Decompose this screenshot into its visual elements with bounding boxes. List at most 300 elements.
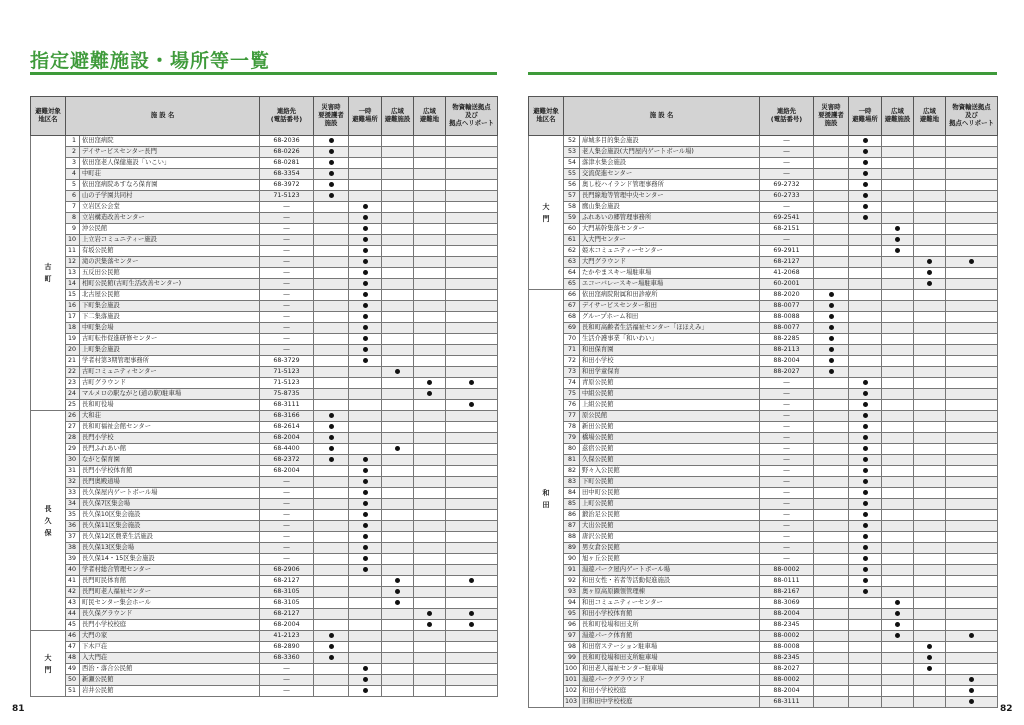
table-row (31, 521, 498, 532)
header-name: 施 設 名 (564, 97, 760, 136)
widearea-cell (914, 290, 946, 301)
table-row (31, 598, 498, 609)
table-row (31, 301, 498, 312)
header-area: 避難対象 地区名 (529, 97, 564, 136)
facility-name: 奥し校ハイランド管理事務所 (580, 180, 760, 191)
supply-cell (446, 246, 498, 257)
filled-dot-icon (969, 677, 974, 682)
header-temp: 一時 避難場所 (349, 97, 382, 136)
phone-number: 88-2027 (760, 664, 814, 675)
table-row (529, 543, 998, 554)
row-number: 65 (564, 279, 580, 290)
table-row (529, 697, 998, 708)
phone-number: ― (260, 301, 314, 312)
wide-cell (882, 180, 914, 191)
phone-number: ― (760, 378, 814, 389)
filled-dot-icon (329, 424, 334, 429)
wide-cell (882, 235, 914, 246)
facility-name: 立岩区公会堂 (80, 202, 260, 213)
phone-number: 88-2345 (760, 620, 814, 631)
wide-cell (382, 620, 414, 631)
facility-name: 橋場公民館 (580, 433, 760, 444)
widearea-cell (914, 587, 946, 598)
phone-number: 88-2020 (760, 290, 814, 301)
facility-name: 湯遊パーク屋内ゲートボール場 (580, 565, 760, 576)
filled-dot-icon (363, 270, 368, 275)
supply-cell (946, 411, 998, 422)
supply-cell (446, 268, 498, 279)
row-number: 91 (564, 565, 580, 576)
widearea-cell (914, 246, 946, 257)
temp-cell (349, 180, 382, 191)
row-number: 99 (564, 653, 580, 664)
filled-dot-icon (427, 622, 432, 627)
row-number: 74 (564, 378, 580, 389)
wide-cell (882, 290, 914, 301)
widearea-cell (914, 180, 946, 191)
temp-cell (849, 422, 882, 433)
table-row (31, 686, 498, 697)
filled-dot-icon (395, 589, 400, 594)
widearea-cell (914, 642, 946, 653)
facility-name: 野々入公民館 (580, 466, 760, 477)
temp-cell (849, 631, 882, 642)
filled-dot-icon (363, 567, 368, 572)
table-row (529, 444, 998, 455)
supply-cell (946, 323, 998, 334)
table-row (529, 664, 998, 675)
phone-number: 68-3105 (260, 587, 314, 598)
area-name: 長 久 保 (31, 411, 66, 631)
filled-dot-icon (427, 391, 432, 396)
supply-cell (946, 510, 998, 521)
temp-cell (849, 191, 882, 202)
facility-name: 学者村総合管理センター (80, 565, 260, 576)
disaster-cell (814, 477, 849, 488)
temp-cell (849, 356, 882, 367)
supply-cell (446, 301, 498, 312)
widearea-cell (414, 455, 446, 466)
phone-number: ― (260, 686, 314, 697)
disaster-cell (314, 345, 349, 356)
filled-dot-icon (363, 534, 368, 539)
filled-dot-icon (863, 171, 868, 176)
widearea-cell (414, 147, 446, 158)
facility-table-right (528, 96, 998, 708)
table-row (31, 235, 498, 246)
temp-cell (849, 609, 882, 620)
wide-cell (882, 653, 914, 664)
wide-cell (382, 565, 414, 576)
temp-cell (849, 466, 882, 477)
wide-cell (382, 422, 414, 433)
row-number: 55 (564, 169, 580, 180)
widearea-cell (914, 334, 946, 345)
table-row (31, 290, 498, 301)
widearea-cell (414, 158, 446, 169)
disaster-cell (814, 345, 849, 356)
row-number: 77 (564, 411, 580, 422)
phone-number: ― (260, 246, 314, 257)
facility-name: 上立岩コミュニティー施設 (80, 235, 260, 246)
temp-cell (349, 323, 382, 334)
widearea-cell (914, 411, 946, 422)
widearea-cell (414, 532, 446, 543)
disaster-cell (814, 598, 849, 609)
facility-name: 依田窪病院あすなろ保育園 (80, 180, 260, 191)
temp-cell (849, 554, 882, 565)
filled-dot-icon (863, 413, 868, 418)
facility-name: 和田小学校校庭 (580, 686, 760, 697)
supply-cell (446, 510, 498, 521)
temp-cell (849, 180, 882, 191)
widearea-cell (414, 235, 446, 246)
filled-dot-icon (329, 446, 334, 451)
wide-cell (882, 609, 914, 620)
supply-cell (446, 312, 498, 323)
facility-name: 下町集会施設 (80, 301, 260, 312)
widearea-cell (414, 213, 446, 224)
facility-name: 田中町公民館 (580, 488, 760, 499)
widearea-cell (414, 565, 446, 576)
wide-cell (882, 378, 914, 389)
facility-name: 依田窪病院 (80, 136, 260, 147)
phone-number: ― (260, 543, 314, 554)
wide-cell (882, 499, 914, 510)
filled-dot-icon (863, 501, 868, 506)
facility-name: 老人集会施設(大門屋内ゲートボール場) (580, 147, 760, 158)
temp-cell (849, 224, 882, 235)
table-row (31, 389, 498, 400)
supply-cell (946, 609, 998, 620)
row-number: 39 (66, 554, 80, 565)
temp-cell (849, 400, 882, 411)
disaster-cell (814, 169, 849, 180)
disaster-cell (314, 598, 349, 609)
header-row (31, 97, 498, 136)
widearea-cell (414, 488, 446, 499)
phone-number: 69-2732 (760, 180, 814, 191)
temp-cell (349, 675, 382, 686)
phone-number: ― (760, 510, 814, 521)
disaster-cell (814, 653, 849, 664)
disaster-cell (814, 301, 849, 312)
temp-cell (849, 257, 882, 268)
area-name: 古 町 (31, 136, 66, 411)
filled-dot-icon (863, 578, 868, 583)
disaster-cell (814, 334, 849, 345)
widearea-cell (414, 400, 446, 411)
disaster-cell (314, 576, 349, 587)
temp-cell (349, 400, 382, 411)
temp-cell (349, 653, 382, 664)
temp-cell (849, 158, 882, 169)
table-row (529, 202, 998, 213)
facility-name: 下町公民館 (580, 477, 760, 488)
row-number: 101 (564, 675, 580, 686)
header-supply: 物資輸送拠点 及び 拠点ヘリポート (946, 97, 998, 136)
phone-number: ― (260, 675, 314, 686)
widearea-cell (914, 235, 946, 246)
filled-dot-icon (863, 204, 868, 209)
table-row (31, 158, 498, 169)
filled-dot-icon (469, 622, 474, 627)
filled-dot-icon (927, 655, 932, 660)
phone-number: 88-0088 (760, 312, 814, 323)
facility-name: 中町集会場 (80, 323, 260, 334)
widearea-cell (414, 257, 446, 268)
wide-cell (382, 455, 414, 466)
wide-cell (382, 609, 414, 620)
phone-number: ― (260, 554, 314, 565)
temp-cell (349, 642, 382, 653)
phone-number: ― (760, 389, 814, 400)
wide-cell (382, 433, 414, 444)
temp-cell (849, 642, 882, 653)
supply-cell (946, 587, 998, 598)
wide-cell (882, 158, 914, 169)
supply-cell (446, 191, 498, 202)
supply-cell (446, 488, 498, 499)
row-number: 33 (66, 488, 80, 499)
table-row (31, 455, 498, 466)
table-row (529, 631, 998, 642)
row-number: 73 (564, 367, 580, 378)
phone-number: ― (760, 455, 814, 466)
filled-dot-icon (829, 358, 834, 363)
facility-name: デイサービスセンター長門 (80, 147, 260, 158)
widearea-cell (914, 136, 946, 147)
table-row (31, 136, 498, 147)
supply-cell (446, 675, 498, 686)
disaster-cell (814, 367, 849, 378)
wide-cell (382, 191, 414, 202)
phone-number: 71-5123 (260, 378, 314, 389)
phone-number: ― (760, 499, 814, 510)
facility-name: 五反田公民館 (80, 268, 260, 279)
table-row (31, 202, 498, 213)
table-row (31, 169, 498, 180)
supply-cell (446, 521, 498, 532)
phone-number: 88-2113 (760, 345, 814, 356)
wide-cell (882, 565, 914, 576)
table-row (31, 279, 498, 290)
disaster-cell (814, 246, 849, 257)
row-number: 58 (564, 202, 580, 213)
supply-cell (946, 257, 998, 268)
row-number: 1 (66, 136, 80, 147)
filled-dot-icon (329, 655, 334, 660)
facility-name: 長門線地等管理中央センター (580, 191, 760, 202)
widearea-cell (914, 543, 946, 554)
table-row (529, 675, 998, 686)
phone-number: ― (760, 444, 814, 455)
table-row (529, 246, 998, 257)
table-row (31, 422, 498, 433)
phone-number: ― (260, 334, 314, 345)
wide-cell (882, 400, 914, 411)
row-number: 60 (564, 224, 580, 235)
row-number: 75 (564, 389, 580, 400)
table-row (31, 312, 498, 323)
table-row (31, 664, 498, 675)
widearea-cell (914, 400, 946, 411)
wide-cell (882, 279, 914, 290)
filled-dot-icon (363, 512, 368, 517)
disaster-cell (314, 565, 349, 576)
supply-cell (446, 598, 498, 609)
widearea-cell (414, 675, 446, 686)
row-number: 38 (66, 543, 80, 554)
filled-dot-icon (395, 446, 400, 451)
supply-cell (446, 257, 498, 268)
facility-name: 生活介護事業「和いわい」 (580, 334, 760, 345)
disaster-cell (314, 279, 349, 290)
filled-dot-icon (895, 248, 900, 253)
wide-cell (882, 433, 914, 444)
disaster-cell (814, 642, 849, 653)
phone-number: 88-0002 (760, 565, 814, 576)
row-number: 59 (564, 213, 580, 224)
wide-cell (382, 268, 414, 279)
filled-dot-icon (895, 237, 900, 242)
temp-cell (849, 246, 882, 257)
facility-name: 依田窪老人保健施設「いこい」 (80, 158, 260, 169)
row-number: 4 (66, 169, 80, 180)
facility-name: 鍛治足公民館 (580, 510, 760, 521)
row-number: 89 (564, 543, 580, 554)
temp-cell (349, 433, 382, 444)
widearea-cell (414, 576, 446, 587)
widearea-cell (414, 664, 446, 675)
wide-cell (882, 356, 914, 367)
header-supply: 物資輸送拠点 及び 拠点ヘリポート (446, 97, 498, 136)
facility-name: 西治・落合公民館 (80, 664, 260, 675)
supply-cell (446, 576, 498, 587)
widearea-cell (914, 653, 946, 664)
facility-name: 長久保14・15区集会施設 (80, 554, 260, 565)
row-number: 36 (66, 521, 80, 532)
widearea-cell (914, 444, 946, 455)
facility-name: 上組公民館 (580, 400, 760, 411)
table-row (31, 576, 498, 587)
temp-cell (849, 543, 882, 554)
facility-name: 古町グラウンド (80, 378, 260, 389)
filled-dot-icon (469, 578, 474, 583)
row-number: 2 (66, 147, 80, 158)
supply-cell (946, 301, 998, 312)
filled-dot-icon (863, 149, 868, 154)
phone-number: 68-3111 (760, 697, 814, 708)
filled-dot-icon (363, 303, 368, 308)
supply-cell (446, 620, 498, 631)
wide-cell (882, 367, 914, 378)
filled-dot-icon (363, 523, 368, 528)
supply-cell (946, 499, 998, 510)
temp-cell (849, 202, 882, 213)
facility-name: 落津水集会施設 (580, 158, 760, 169)
table-row (31, 631, 498, 642)
wide-cell (882, 466, 914, 477)
widearea-cell (914, 631, 946, 642)
table-row (529, 488, 998, 499)
disaster-cell (314, 510, 349, 521)
supply-cell (946, 312, 998, 323)
disaster-cell (314, 444, 349, 455)
phone-number: ― (260, 345, 314, 356)
wide-cell (882, 169, 914, 180)
facility-name: 依田窪病院附属和田診療所 (580, 290, 760, 301)
table-row (31, 147, 498, 158)
temp-cell (349, 136, 382, 147)
filled-dot-icon (895, 622, 900, 627)
row-number: 27 (66, 422, 80, 433)
wide-cell (882, 620, 914, 631)
phone-number: 68-0281 (260, 158, 314, 169)
temp-cell (849, 279, 882, 290)
wide-cell (382, 499, 414, 510)
phone-number: ― (260, 510, 314, 521)
phone-number: 88-2285 (760, 334, 814, 345)
wide-cell (382, 345, 414, 356)
phone-number: ― (260, 235, 314, 246)
disaster-cell (314, 631, 349, 642)
temp-cell (349, 554, 382, 565)
facility-name: 扉城多目的集会施設 (580, 136, 760, 147)
temp-cell (349, 279, 382, 290)
supply-cell (446, 554, 498, 565)
filled-dot-icon (863, 534, 868, 539)
disaster-cell (314, 686, 349, 697)
wide-cell (882, 202, 914, 213)
header-row (529, 97, 998, 136)
filled-dot-icon (863, 479, 868, 484)
table-row (529, 334, 998, 345)
temp-cell (849, 169, 882, 180)
supply-cell (946, 488, 998, 499)
phone-number: 88-3069 (760, 598, 814, 609)
table-row (529, 686, 998, 697)
widearea-cell (914, 279, 946, 290)
row-number: 47 (66, 642, 80, 653)
wide-cell (382, 554, 414, 565)
filled-dot-icon (363, 281, 368, 286)
temp-cell (349, 576, 382, 587)
phone-number: ― (760, 202, 814, 213)
wide-cell (382, 521, 414, 532)
supply-cell (446, 587, 498, 598)
temp-cell (849, 510, 882, 521)
wide-cell (382, 587, 414, 598)
filled-dot-icon (363, 226, 368, 231)
phone-number: 60-2001 (760, 279, 814, 290)
disaster-cell (314, 268, 349, 279)
table-row (31, 587, 498, 598)
widearea-cell (914, 664, 946, 675)
widearea-cell (914, 268, 946, 279)
disaster-cell (814, 191, 849, 202)
facility-name: 中町荘 (80, 169, 260, 180)
facility-name: ふれあいの郷管理事務所 (580, 213, 760, 224)
header-wide: 広域 避難施設 (382, 97, 414, 136)
filled-dot-icon (363, 545, 368, 550)
row-number: 87 (564, 521, 580, 532)
widearea-cell (914, 345, 946, 356)
widearea-cell (914, 455, 946, 466)
table-row (529, 576, 998, 587)
row-number: 100 (564, 664, 580, 675)
facility-name: 鷹山集会施設 (580, 202, 760, 213)
